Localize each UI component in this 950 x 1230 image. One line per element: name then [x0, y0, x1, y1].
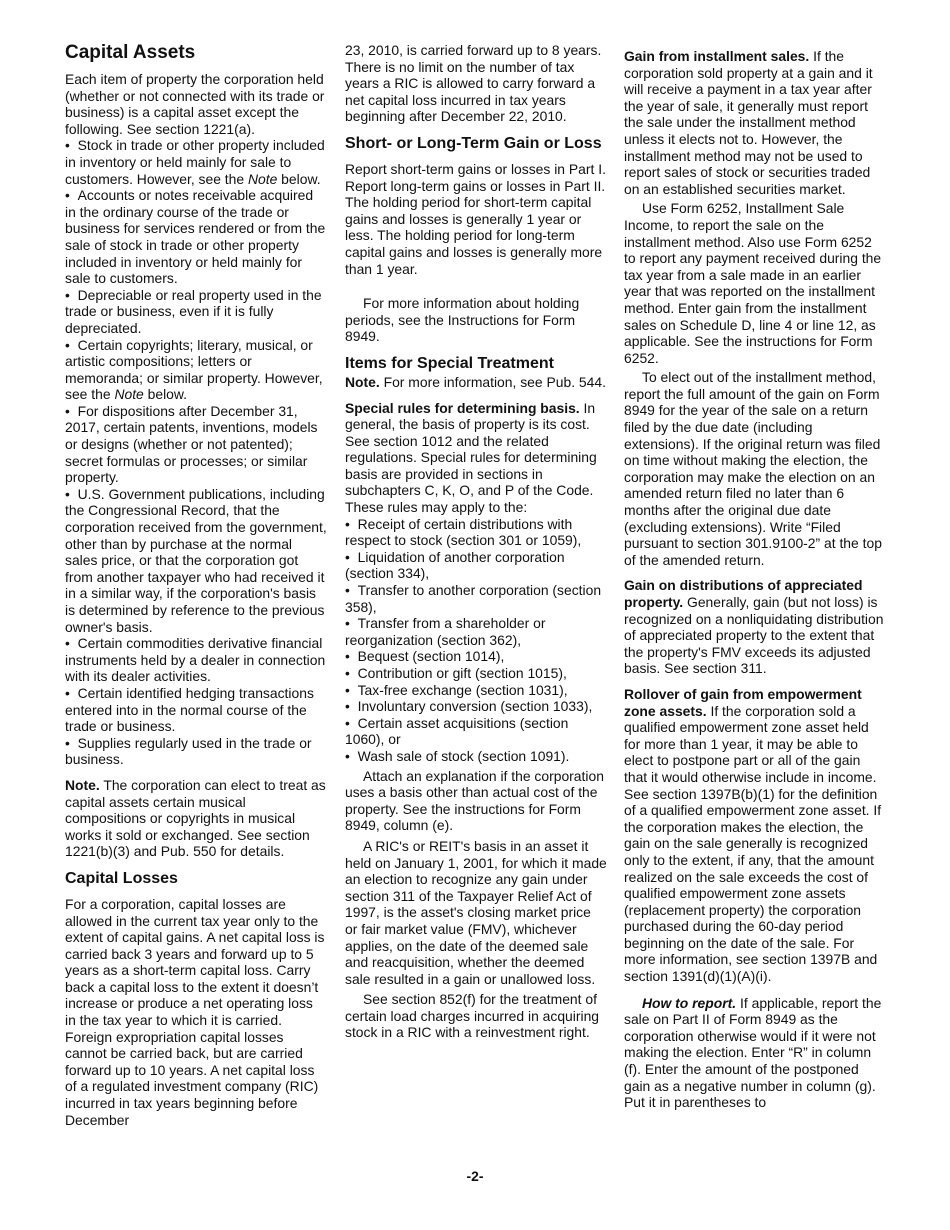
paragraph-special-note: Note. For more information, see Pub. 544.	[345, 373, 606, 390]
page-number: -2-	[466, 1168, 484, 1184]
list-item: • Liquidation of another corporation (section 334),	[345, 549, 607, 582]
paragraph-short-long-term: Report short-term gains or losses in Part I. Report long-term gains or losses in Part II. The holding period for short-term capital gains and losses is generally 1 year or less. The holding period for long-term capital gains and losses is generally more than 1 year.	[345, 160, 606, 277]
heading-capital-losses: Capital Losses	[65, 869, 178, 887]
bullet-patents: • For dispositions after December 31, 2017, certain patents, inventions, models or designs (whether or not patented); secret formulas or processes; or similar property.	[65, 403, 327, 486]
paragraph-form-6252: Use Form 6252, Installment Sale Income, to report the sale on the installment method. Also use Form 6252 to report any payment received during the tax year from a sale made in an earlier year that was reported on the installment method. Enter gain from the installment sales on Schedule D, line 4 or line 12, as applicable. See the instructions for Form 6252.	[624, 200, 882, 366]
bullet-accounts-receivable: • Accounts or notes receivable acquired in the ordinary course of the trade or business for services rendered or from the sale of stock in trade or other property included in inventory or held mainly for sale to customers.	[65, 187, 327, 287]
bullet-copyrights: • Certain copyrights; literary, musical, or artistic compositions; letters or memoranda; or similar property. However, see the Note below.	[65, 337, 327, 403]
column-3	[624, 42, 886, 1111]
paragraph-capital-losses: For a corporation, capital losses are allowed in the current tax year only to the extent of capital gains. A net capital loss is carried back 3 years and forward up to 5 years as a short-term capital loss. Carry back a capital loss to the extent it doesn’t increase or produce a net operating loss in the tax year to which it is carried. Foreign expropriation capital losses cannot be carried back, but are carried forward up to 10 years. A net capital loss of a regulated investment company (RIC) incurred in tax years beginning before December	[65, 895, 325, 1128]
column-1	[65, 42, 327, 1128]
paragraph-special-basis-rules: Special rules for determining basis. In general, the basis of property is its cost. See section 1012 and the related regulations. Special rules for determining basis are provided in sections in subchapters C, K, O, and P of the Code. These rules may apply to the:	[345, 399, 597, 516]
paragraph-how-to-report: How to report. If applicable, report the sale on Part II of Form 8949 as the corporation otherwise would if it were not making the election. Enter “R” in column (f). Enter the amount of the postponed gain as a negative number in column (g). Put it in parentheses to	[624, 994, 882, 1111]
paragraph-installment-sales: Gain from installment sales. If the corporation sold property at a gain and it will receive a payment in a tax year after the year of sale, it generally must report the sale under the installment method unless it elects not to. However, the installment method may not be used to report sales of stock or securities traded on an established securities market.	[624, 48, 873, 197]
paragraph-empowerment-zone-rollover: Rollover of gain from empowerment zone assets. If the corporation sold a qualified empowerment zone asset held for more than 1 year, it may be able to elect to postpone part or all of the gain that it would otherwise include in income. See section 1397B(b)(1) for the definition of a qualified empowerment zone asset. If the corporation makes the election, the gain on the sale generally is recognized only to the extent, if any, that the amount realized on the sale exceeds the cost of qualified empowerment zone assets (replacement property) the corporation purchased during the 60-day period beginning on the date of the sale. For more information, see section 1397B and section 1391(d)(1)(A)(i).	[624, 685, 882, 985]
list-item: • Contribution or gift (section 1015),	[345, 665, 607, 682]
heading-capital-assets: Capital Assets	[65, 42, 196, 63]
paragraph-ric-reit-basis: A RIC's or REIT's basis in an asset it held on January 1, 2001, for which it made an election to recognize any gain under section 311 of the Taxpayer Relief Act of 1997, is the asset's closing market price or fair market value (FMV), whichever applies, on the date of the deemed sale and reacquisition, whether the deemed sale resulted in a gain or unallowed loss.	[345, 837, 607, 987]
paragraph-section-852f: See section 852(f) for the treatment of certain load charges incurred in acquiring stock in a RIC with a reinvestment right.	[345, 991, 600, 1041]
list-item: • Receipt of certain distributions with respect to stock (section 301 or 1059),	[345, 516, 607, 549]
list-item: • Tax-free exchange (section 1031),	[345, 682, 607, 699]
list-item: • Involuntary conversion (section 1033),	[345, 698, 607, 715]
paragraph-ric-carryforward: 23, 2010, is carried forward up to 8 years. There is no limit on the number of tax years a RIC is allowed to carry forward a net capital loss incurred in tax years beginning after December 22, 2010.	[345, 42, 602, 125]
paragraph-holding-periods: For more information about holding periods, see the Instructions for Form 8949.	[345, 295, 580, 345]
bullet-stock-in-trade: • Stock in trade or other property included in inventory or held mainly for sale to customers. However, see the Note below.	[65, 137, 327, 187]
paragraph-elect-out: To elect out of the installment method, report the full amount of the gain on Form 8949 for the year of the sale on a return filed by the due date (including extensions). If the original return was filed on time without making the election, the corporation may make the election on an amended return filed no later than 6 months after the original due date (excluding extensions). Write “Filed pursuant to section 301.9100-2” at the top of the amended return.	[624, 369, 882, 568]
bullet-supplies: • Supplies regularly used in the trade or business.	[65, 735, 327, 768]
heading-special-treatment: Items for Special Treatment	[345, 354, 554, 372]
bullet-government-publications: • U.S. Government publications, including the Congressional Record, that the corporation received from the government, other than by purchase at the normal sales price, or that the corporation got from another taxpayer who had received it in a similar way, if the corporation's basis is determined by reference to the previous owner's basis.	[65, 486, 327, 635]
column-2	[345, 42, 607, 1041]
list-item: • Transfer from a shareholder or reorganization (section 362),	[345, 615, 607, 648]
paragraph-note-musical-compositions: Note. The corporation can elect to treat as capital assets certain musical compositions or copyrights in musical works it sold or exchanged. See section 1221(b)(3) and Pub. 550 for details.	[65, 776, 326, 860]
bullet-depreciable-property: • Depreciable or real property used in the trade or business, even if it is fully depreciated.	[65, 287, 327, 337]
bullet-commodities-derivatives: • Certain commodities derivative financial instruments held by a dealer in connection with its dealer activities.	[65, 635, 327, 685]
list-item: • Certain asset acquisitions (section 1060), or	[345, 715, 607, 748]
paragraph-capital-assets-intro: Each item of property the corporation held (whether or not connected with its trade or business) is a capital asset except the following. See section 1221(a).	[65, 71, 325, 137]
list-item: • Wash sale of stock (section 1091).	[345, 748, 607, 765]
list-item: • Bequest (section 1014),	[345, 648, 607, 665]
heading-short-long-term: Short- or Long-Term Gain or Loss	[345, 134, 602, 152]
paragraph-appreciated-property: Gain on distributions of appreciated property. Generally, gain (but not loss) is recognized on a nonliquidating distribution of appreciated property to the extent that the property's FMV exceeds its adjusted basis. See section 311.	[624, 577, 884, 677]
list-item: • Transfer to another corporation (section 358),	[345, 582, 607, 615]
bullet-hedging-transactions: • Certain identified hedging transactions entered into in the normal course of the trade or business.	[65, 685, 327, 735]
paragraph-attach-explanation: Attach an explanation if the corporation uses a basis other than actual cost of the property. See the instructions for Form 8949, column (e).	[345, 767, 604, 834]
